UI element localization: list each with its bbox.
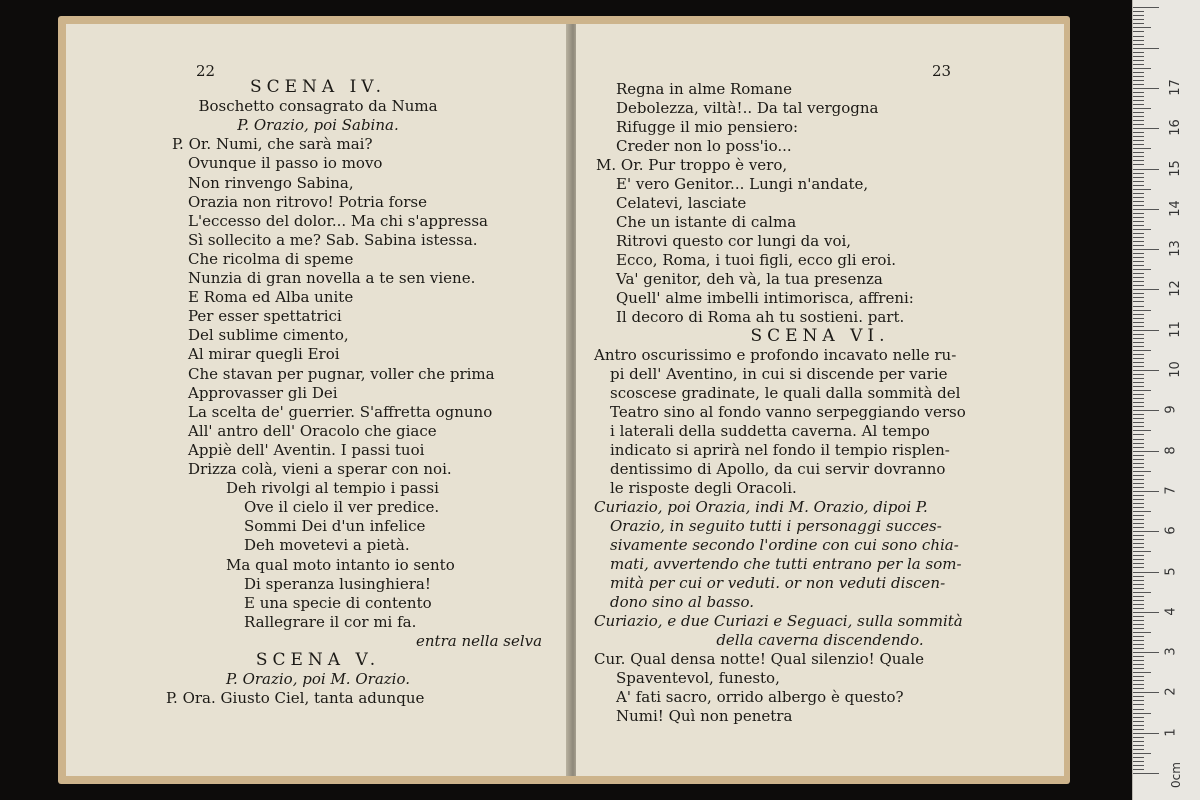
ruler-tick [1133, 451, 1159, 452]
ruler-tick [1133, 96, 1144, 97]
ruler-tick [1133, 48, 1159, 49]
ruler-tick [1133, 52, 1144, 53]
ruler-tick [1133, 100, 1144, 101]
ruler-cm-label: 6 [1163, 526, 1179, 535]
ruler-tick [1133, 370, 1159, 371]
ruler-tick [1133, 511, 1151, 512]
text-line: Ritrovi questo cor lungi da voi, [616, 232, 852, 250]
text-line: Del sublime cimento, [188, 326, 349, 345]
text-line: La scelta de' guerrier. S'affretta ognuno [188, 402, 493, 421]
ruler-tick [1133, 632, 1151, 633]
ruler-tick [1133, 753, 1151, 754]
ruler-tick [1133, 120, 1144, 121]
text-line: Ma qual moto intanto io sento [226, 555, 455, 574]
ruler-tick [1133, 318, 1144, 319]
ruler-tick [1133, 56, 1144, 57]
ruler-cm-label: 1 [1163, 728, 1179, 737]
ruler-tick [1133, 439, 1144, 440]
text-line: Rifugge il mio pensiero: [616, 118, 799, 136]
text-line: Al mirar quegli Eroi [188, 345, 340, 364]
ruler-tick [1133, 563, 1144, 564]
ruler-tick [1133, 277, 1144, 278]
ruler-tick [1133, 358, 1144, 359]
text-line: P. Or. Numi, che sarà mai? [172, 135, 373, 154]
text-line: A' fati sacro, orrido albergo è questo? [616, 688, 904, 706]
ruler-cm-label: 14 [1167, 200, 1183, 217]
ruler-tick [1133, 576, 1144, 577]
ruler-tick [1133, 273, 1144, 274]
ruler-tick [1133, 362, 1144, 363]
ruler-tick [1133, 584, 1144, 585]
ruler-tick [1133, 555, 1144, 556]
ruler-tick [1133, 596, 1144, 597]
text-line: Regna in alme Romane [616, 80, 793, 98]
ruler-tick [1133, 185, 1144, 186]
text-line: Teatro sino al fondo vanno serpeggiando verso [610, 403, 966, 421]
ruler-tick [1133, 225, 1144, 226]
text-line: Numi! Quì non penetra [616, 707, 793, 725]
ruler-tick [1133, 709, 1144, 710]
ruler-tick [1133, 704, 1144, 705]
ruler-tick [1133, 567, 1144, 568]
text-line: dono sino al basso. [610, 593, 755, 611]
ruler-tick [1133, 84, 1144, 85]
text-line: Debolezza, viltà!.. Da tal vergogna [616, 99, 879, 117]
ruler-tick [1133, 624, 1144, 625]
ruler-tick [1133, 487, 1144, 488]
ruler-tick [1133, 326, 1144, 327]
ruler-tick [1133, 7, 1159, 8]
text-line: Curiazio, poi Orazia, indi M. Orazio, dipoi P. [594, 498, 928, 516]
ruler-tick [1133, 221, 1144, 222]
ruler-tick [1133, 628, 1144, 629]
ruler-tick [1133, 447, 1144, 448]
ruler-tick [1133, 76, 1144, 77]
ruler-tick [1133, 406, 1144, 407]
text-line: Non rinvengo Sabina, [188, 173, 354, 192]
text-line: Curiazio, e due Curiazi e Seguaci, sulla sommità [594, 612, 963, 630]
page-number: 23 [932, 62, 952, 80]
ruler-tick [1133, 136, 1144, 137]
ruler-tick [1133, 410, 1159, 411]
ruler-tick [1133, 664, 1144, 665]
ruler-tick [1133, 696, 1144, 697]
ruler-tick [1133, 749, 1144, 750]
ruler-tick [1133, 676, 1144, 677]
text-line: Nunzia di gran novella a te sen viene. [188, 269, 476, 287]
ruler-tick [1133, 322, 1144, 323]
ruler-tick [1133, 717, 1144, 718]
ruler-tick [1133, 27, 1151, 28]
ruler-tick [1133, 306, 1144, 307]
ruler-tick [1133, 253, 1144, 254]
text-line: Creder non lo poss'io... [616, 137, 792, 155]
ruler-tick [1133, 551, 1151, 552]
text-line: Che ricolma di speme [188, 249, 354, 268]
ruler-tick [1133, 108, 1151, 109]
ruler-tick [1133, 68, 1151, 69]
text-line: Sommi Dei d'un infelice [244, 517, 426, 536]
ruler-cm-label: 9 [1163, 405, 1179, 414]
ruler-tick [1133, 725, 1144, 726]
ruler-tick [1133, 426, 1144, 427]
ruler-tick [1133, 612, 1159, 613]
ruler-tick [1133, 169, 1159, 170]
text-line: le risposte degli Oracoli. [610, 479, 797, 497]
ruler-tick [1133, 164, 1144, 165]
ruler-tick [1133, 656, 1144, 657]
text-line: sivamente secondo l'ordine con cui sono chia- [610, 536, 959, 554]
ruler-tick [1133, 36, 1144, 37]
ruler-tick [1133, 745, 1144, 746]
ruler-tick [1133, 390, 1151, 391]
text-line: Di speranza lusinghiera! [244, 574, 431, 593]
ruler-tick [1133, 620, 1144, 621]
text-line: scoscese gradinate, le quali dalla sommità del [610, 384, 961, 402]
text-line: Celatevi, lasciate [616, 194, 747, 212]
ruler-cm-label: 8 [1163, 445, 1179, 455]
ruler-tick [1133, 374, 1144, 375]
text-line: mati, avvertendo che tutti entrano per la som- [610, 555, 962, 573]
ruler-cm-label: 17 [1167, 79, 1183, 96]
ruler-tick [1133, 205, 1144, 206]
ruler-tick [1133, 672, 1151, 673]
ruler-tick [1133, 354, 1144, 355]
text-line: P. Ora. Giusto Ciel, tanta adunque [166, 689, 425, 708]
text-line: entra nella selva [416, 631, 543, 650]
ruler-tick [1133, 23, 1144, 24]
ruler-tick [1133, 588, 1144, 589]
text-line: della caverna discendendo. [716, 631, 924, 649]
ruler-cm-label: 16 [1167, 119, 1183, 136]
text-line: Deh rivolgi al tempio i passi [226, 479, 439, 498]
ruler-tick [1133, 402, 1144, 403]
ruler-tick [1133, 289, 1159, 290]
ruler-tick [1133, 535, 1144, 536]
ruler-tick [1133, 173, 1144, 174]
ruler-tick [1133, 471, 1151, 472]
ruler-tick [1133, 523, 1144, 524]
ruler-tick [1133, 330, 1159, 331]
ruler-tick [1133, 572, 1159, 573]
text-line: Quell' alme imbelli intimorisca, affreni: [616, 289, 914, 307]
text-line: indicato si aprirà nel fondo il tempio risplen- [610, 441, 950, 459]
ruler-tick [1133, 350, 1151, 351]
ruler-tick [1133, 269, 1151, 270]
text-line: Orazio, in seguito tutti i personaggi succes- [610, 517, 942, 535]
ruler-tick [1133, 378, 1144, 379]
ruler-tick [1133, 80, 1144, 81]
ruler-tick [1133, 543, 1144, 544]
ruler-tick [1133, 729, 1144, 730]
ruler-tick [1133, 422, 1144, 423]
text-line: SCENA VI. [750, 326, 890, 346]
text-line: Drizza colà, vieni a sperar con noi. [188, 460, 452, 478]
ruler-tick [1133, 773, 1159, 774]
ruler-tick [1133, 479, 1144, 480]
ruler-tick [1133, 60, 1144, 61]
ruler-cm-label: 5 [1163, 566, 1179, 576]
ruler-tick [1133, 11, 1144, 12]
ruler-cm-label: 3 [1163, 647, 1179, 656]
ruler-tick [1133, 209, 1159, 210]
ruler-tick [1133, 177, 1144, 178]
ruler-tick [1133, 733, 1159, 734]
ruler-cm-label: 7 [1163, 486, 1179, 495]
ruler-tick [1133, 660, 1144, 661]
ruler-tick [1133, 116, 1144, 117]
ruler-tick [1133, 644, 1144, 645]
ruler-tick [1133, 418, 1144, 419]
ruler-tick [1133, 394, 1144, 395]
ruler-tick [1133, 189, 1151, 190]
text-line: Antro oscurissimo e profondo incavato nelle ru- [594, 346, 957, 364]
ruler-tick [1133, 741, 1144, 742]
ruler-tick [1133, 475, 1144, 476]
ruler-tick [1133, 495, 1144, 496]
text-line: Deh movetevi a pietà. [244, 536, 410, 555]
ruler-tick [1133, 338, 1144, 339]
ruler-tick [1133, 721, 1144, 722]
ruler-tick [1133, 92, 1144, 93]
ruler-tick [1133, 527, 1144, 528]
text-line: M. Or. Pur troppo è vero, [596, 156, 788, 174]
text-line: E Roma ed Alba unite [188, 288, 354, 307]
text-line: Che un istante di calma [616, 213, 797, 231]
ruler-cm-label: 13 [1167, 240, 1183, 257]
text-line: i laterali della suddetta caverna. Al tempo [610, 422, 930, 440]
ruler-cm-label: 10 [1167, 361, 1183, 378]
ruler-tick [1133, 229, 1151, 230]
ruler-tick [1133, 652, 1159, 653]
ruler-tick [1133, 499, 1144, 500]
text-line: Approvasser gli Dei [188, 383, 338, 402]
ruler-tick [1133, 531, 1159, 532]
ruler-tick [1133, 713, 1151, 714]
ruler-unit-label: 0cm [1168, 762, 1183, 788]
right-page [576, 24, 1064, 776]
text-line: Ove il cielo il ver predice. [244, 498, 440, 517]
text-line: Cur. Qual densa notte! Qual silenzio! Quale [594, 650, 925, 668]
ruler-tick [1133, 757, 1144, 758]
text-line: Per esser spettatrici [188, 307, 342, 326]
ruler-tick [1133, 346, 1144, 347]
ruler-tick [1133, 201, 1144, 202]
ruler-tick [1133, 281, 1144, 282]
ruler-tick [1133, 648, 1144, 649]
ruler-tick [1133, 386, 1144, 387]
left-page [66, 24, 570, 776]
ruler-tick [1133, 181, 1144, 182]
text-line: L'eccesso del dolor... Ma chi s'appressa [188, 211, 488, 230]
ruler-tick [1133, 285, 1144, 286]
ruler-tick [1133, 261, 1144, 262]
ruler-tick [1133, 608, 1144, 609]
ruler-tick [1133, 592, 1151, 593]
text-line: Ecco, Roma, i tuoi figli, ecco gli eroi. [616, 251, 897, 269]
text-line: dentissimo di Apollo, da cui servir dovranno [610, 460, 946, 478]
ruler-tick [1133, 124, 1144, 125]
ruler-tick [1133, 700, 1144, 701]
ruler-tick [1133, 265, 1144, 266]
ruler-tick [1133, 503, 1144, 504]
ruler-tick [1133, 152, 1144, 153]
text-line: pi dell' Aventino, in cui si discende per varie [610, 365, 948, 383]
text-line: P. Orazio, poi Sabina. [237, 116, 399, 135]
ruler-tick [1133, 112, 1144, 113]
ruler-tick [1133, 459, 1144, 460]
text-line: Boschetto consagrato da Numa [198, 97, 438, 116]
ruler-tick [1133, 519, 1144, 520]
ruler-tick [1133, 15, 1144, 16]
ruler-tick [1133, 434, 1144, 435]
ruler-tick [1133, 430, 1151, 431]
ruler-tick [1133, 72, 1144, 73]
text-line: Orazia non ritrovo! Potria forse [188, 192, 427, 211]
ruler-cm-label: 2 [1163, 687, 1179, 697]
measuring-ruler [1132, 0, 1200, 800]
ruler-cm-label: 11 [1167, 320, 1183, 338]
ruler-tick [1133, 668, 1144, 669]
ruler-tick [1133, 483, 1144, 484]
ruler-tick [1133, 604, 1144, 605]
ruler-tick [1133, 467, 1144, 468]
ruler-tick [1133, 293, 1144, 294]
ruler-tick [1133, 443, 1144, 444]
text-line: SCENA V. [255, 650, 381, 670]
ruler-tick [1133, 156, 1144, 157]
ruler-tick [1133, 366, 1144, 367]
ruler-tick [1133, 237, 1144, 238]
ruler-tick [1133, 455, 1144, 456]
ruler-tick [1133, 334, 1144, 335]
ruler-tick [1133, 580, 1144, 581]
ruler-tick [1133, 515, 1144, 516]
ruler-tick [1133, 217, 1144, 218]
ruler-tick [1133, 140, 1144, 141]
text-line: Che stavan per pugnar, voller che prima [188, 364, 495, 383]
ruler-tick [1133, 160, 1144, 161]
ruler-tick [1133, 241, 1144, 242]
ruler-cm-label: 12 [1167, 280, 1183, 298]
text-line: Va' genitor, deh và, la tua presenza [616, 270, 883, 288]
ruler-tick [1133, 688, 1144, 689]
page-number: 22 [196, 62, 216, 80]
text-line: E' vero Genitor... Lungi n'andate, [616, 175, 869, 193]
ruler-tick [1133, 463, 1144, 464]
ruler-tick [1133, 684, 1144, 685]
ruler-tick [1133, 765, 1144, 766]
ruler-tick [1133, 233, 1144, 234]
text-line: Rallegrare il cor mi fa. [244, 612, 417, 631]
ruler-tick [1133, 761, 1144, 762]
ruler-tick [1133, 640, 1144, 641]
ruler-tick [1133, 636, 1144, 637]
text-line: SCENA IV. [249, 77, 387, 97]
ruler-tick [1133, 245, 1144, 246]
ruler-tick [1133, 44, 1144, 45]
text-line: mità per cui or veduti. or non veduti discen- [610, 574, 946, 592]
ruler-tick [1133, 64, 1144, 65]
ruler-tick [1133, 491, 1159, 492]
ruler-tick [1133, 314, 1144, 315]
ruler-tick [1133, 297, 1144, 298]
text-line: Spaventevol, funesto, [616, 669, 780, 687]
ruler-tick [1133, 414, 1144, 415]
ruler-tick [1133, 382, 1144, 383]
ruler-tick [1133, 249, 1159, 250]
ruler-tick [1133, 148, 1151, 149]
ruler-tick [1133, 547, 1144, 548]
ruler-tick [1133, 616, 1144, 617]
ruler-tick [1133, 104, 1144, 105]
ruler-tick [1133, 539, 1144, 540]
ruler-tick [1133, 559, 1144, 560]
ruler-tick [1133, 310, 1151, 311]
ruler-tick [1133, 600, 1144, 601]
ruler-tick [1133, 342, 1144, 343]
ruler-tick [1133, 88, 1159, 89]
ruler-tick [1133, 197, 1144, 198]
text-line: Appiè dell' Aventin. I passi tuoi [188, 440, 425, 459]
ruler-tick [1133, 737, 1144, 738]
ruler-tick [1133, 19, 1144, 20]
ruler-tick [1133, 680, 1144, 681]
ruler-tick [1133, 769, 1144, 770]
ruler-tick [1133, 398, 1144, 399]
text-line: Il decoro di Roma ah tu sostieni. part. [616, 308, 905, 326]
ruler-tick [1133, 132, 1144, 133]
ruler-tick [1133, 144, 1144, 145]
text-line: P. Orazio, poi M. Orazio. [225, 670, 410, 689]
ruler-tick [1133, 213, 1144, 214]
text-line: E una specie di contento [244, 593, 432, 612]
text-line: Sì sollecito a me? Sab. Sabina istessa. [188, 230, 478, 249]
ruler-tick [1133, 507, 1144, 508]
text-line: All' antro dell' Oracolo che giace [188, 421, 437, 440]
ruler-cm-label: 4 [1163, 607, 1179, 616]
ruler-tick [1133, 301, 1144, 302]
ruler-tick [1133, 193, 1144, 194]
ruler-tick [1133, 692, 1159, 693]
ruler-cm-label: 15 [1167, 159, 1183, 177]
ruler-tick [1133, 128, 1159, 129]
ruler-tick [1133, 257, 1144, 258]
ruler-tick [1133, 40, 1144, 41]
ruler-tick [1133, 31, 1144, 32]
text-line: Ovunque il passo io movo [188, 154, 383, 173]
